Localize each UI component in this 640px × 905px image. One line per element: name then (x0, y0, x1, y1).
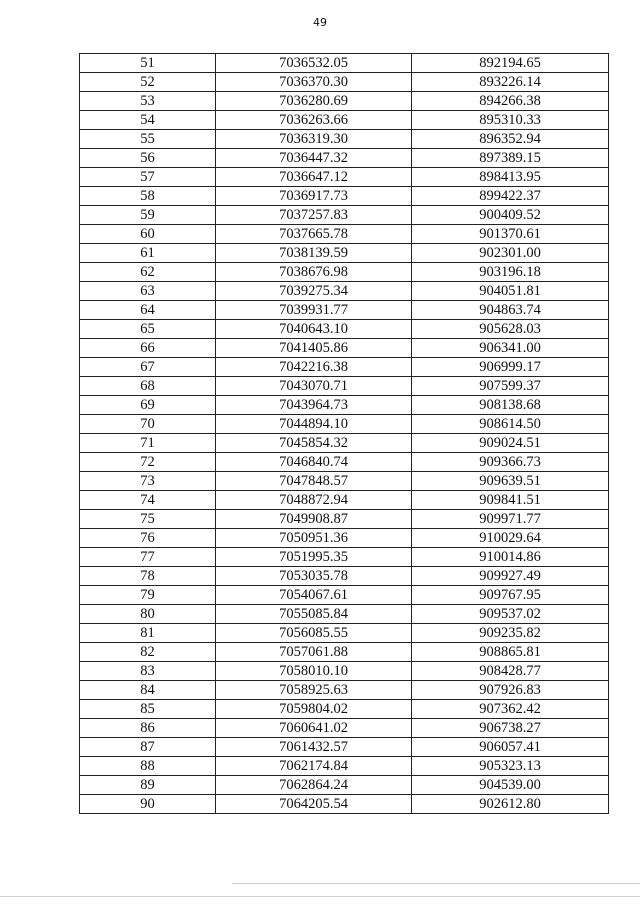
point-number-cell: 52 (80, 73, 216, 92)
x-coordinate-cell: 7046840.74 (216, 453, 412, 472)
table-row (80, 605, 609, 624)
y-coordinate-cell: 904539.00 (412, 776, 609, 795)
y-coordinate-cell: 892194.65 (412, 54, 609, 73)
y-coordinate-cell: 909927.49 (412, 567, 609, 586)
table-row (80, 358, 609, 377)
point-number-cell: 64 (80, 301, 216, 320)
point-number-cell: 76 (80, 529, 216, 548)
table-row (80, 624, 609, 643)
y-coordinate-cell: 898413.95 (412, 168, 609, 187)
x-coordinate-cell: 7036280.69 (216, 92, 412, 111)
x-coordinate-cell: 7045854.32 (216, 434, 412, 453)
y-coordinate-cell: 906341.00 (412, 339, 609, 358)
table-row (80, 396, 609, 415)
point-number-cell: 77 (80, 548, 216, 567)
y-coordinate-cell: 909841.51 (412, 491, 609, 510)
y-coordinate-cell: 896352.94 (412, 130, 609, 149)
table-row (80, 130, 609, 149)
x-coordinate-cell: 7036647.12 (216, 168, 412, 187)
table-row (80, 510, 609, 529)
y-coordinate-cell: 908614.50 (412, 415, 609, 434)
y-coordinate-cell: 894266.38 (412, 92, 609, 111)
x-coordinate-cell: 7060641.02 (216, 719, 412, 738)
x-coordinate-cell: 7036532.05 (216, 54, 412, 73)
point-number-cell: 85 (80, 700, 216, 719)
y-coordinate-cell: 902301.00 (412, 244, 609, 263)
x-coordinate-cell: 7051995.35 (216, 548, 412, 567)
y-coordinate-cell: 909971.77 (412, 510, 609, 529)
point-number-cell: 71 (80, 434, 216, 453)
table-row (80, 643, 609, 662)
point-number-cell: 58 (80, 187, 216, 206)
point-number-cell: 88 (80, 757, 216, 776)
x-coordinate-cell: 7041405.86 (216, 339, 412, 358)
point-number-cell: 66 (80, 339, 216, 358)
point-number-cell: 81 (80, 624, 216, 643)
x-coordinate-cell: 7036370.30 (216, 73, 412, 92)
table-row (80, 206, 609, 225)
table-row (80, 738, 609, 757)
table-row (80, 168, 609, 187)
table-row (80, 662, 609, 681)
table-row (80, 700, 609, 719)
y-coordinate-cell: 909537.02 (412, 605, 609, 624)
table-row (80, 453, 609, 472)
x-coordinate-cell: 7053035.78 (216, 567, 412, 586)
point-number-cell: 54 (80, 111, 216, 130)
point-number-cell: 74 (80, 491, 216, 510)
point-number-cell: 90 (80, 795, 216, 814)
x-coordinate-cell: 7056085.55 (216, 624, 412, 643)
y-coordinate-cell: 902612.80 (412, 795, 609, 814)
x-coordinate-cell: 7040643.10 (216, 320, 412, 339)
y-coordinate-cell: 908865.81 (412, 643, 609, 662)
y-coordinate-cell: 899422.37 (412, 187, 609, 206)
x-coordinate-cell: 7039275.34 (216, 282, 412, 301)
x-coordinate-cell: 7055085.84 (216, 605, 412, 624)
point-number-cell: 70 (80, 415, 216, 434)
point-number-cell: 84 (80, 681, 216, 700)
table-row (80, 377, 609, 396)
y-coordinate-cell: 910014.86 (412, 548, 609, 567)
table-row (80, 529, 609, 548)
table-row (80, 263, 609, 282)
x-coordinate-cell: 7058925.63 (216, 681, 412, 700)
y-coordinate-cell: 909235.82 (412, 624, 609, 643)
point-number-cell: 60 (80, 225, 216, 244)
point-number-cell: 61 (80, 244, 216, 263)
table-row (80, 415, 609, 434)
x-coordinate-cell: 7037665.78 (216, 225, 412, 244)
x-coordinate-cell: 7062174.84 (216, 757, 412, 776)
y-coordinate-cell: 908138.68 (412, 396, 609, 415)
x-coordinate-cell: 7057061.88 (216, 643, 412, 662)
point-number-cell: 78 (80, 567, 216, 586)
point-number-cell: 79 (80, 586, 216, 605)
y-coordinate-cell: 907926.83 (412, 681, 609, 700)
table-row (80, 111, 609, 130)
x-coordinate-cell: 7037257.83 (216, 206, 412, 225)
x-coordinate-cell: 7039931.77 (216, 301, 412, 320)
point-number-cell: 75 (80, 510, 216, 529)
x-coordinate-cell: 7042216.38 (216, 358, 412, 377)
scan-bottom-line (0, 896, 640, 897)
y-coordinate-cell: 910029.64 (412, 529, 609, 548)
table-row (80, 92, 609, 111)
point-number-cell: 69 (80, 396, 216, 415)
x-coordinate-cell: 7036263.66 (216, 111, 412, 130)
point-number-cell: 55 (80, 130, 216, 149)
table-row (80, 149, 609, 168)
x-coordinate-cell: 7047848.57 (216, 472, 412, 491)
x-coordinate-cell: 7043070.71 (216, 377, 412, 396)
scan-edge-line (232, 883, 640, 884)
y-coordinate-cell: 906057.41 (412, 738, 609, 757)
table-row (80, 320, 609, 339)
x-coordinate-cell: 7036319.30 (216, 130, 412, 149)
y-coordinate-cell: 897389.15 (412, 149, 609, 168)
coordinates-table (79, 53, 609, 814)
point-number-cell: 51 (80, 54, 216, 73)
table-row (80, 776, 609, 795)
x-coordinate-cell: 7061432.57 (216, 738, 412, 757)
y-coordinate-cell: 908428.77 (412, 662, 609, 681)
x-coordinate-cell: 7044894.10 (216, 415, 412, 434)
y-coordinate-cell: 904051.81 (412, 282, 609, 301)
table-row (80, 491, 609, 510)
page-number: 49 (313, 16, 327, 29)
coordinates-table-body (80, 54, 609, 814)
table-row (80, 719, 609, 738)
y-coordinate-cell: 909767.95 (412, 586, 609, 605)
table-row (80, 54, 609, 73)
x-coordinate-cell: 7062864.24 (216, 776, 412, 795)
y-coordinate-cell: 906738.27 (412, 719, 609, 738)
point-number-cell: 89 (80, 776, 216, 795)
point-number-cell: 59 (80, 206, 216, 225)
x-coordinate-cell: 7048872.94 (216, 491, 412, 510)
table-row (80, 567, 609, 586)
point-number-cell: 83 (80, 662, 216, 681)
x-coordinate-cell: 7038139.59 (216, 244, 412, 263)
point-number-cell: 80 (80, 605, 216, 624)
point-number-cell: 53 (80, 92, 216, 111)
table-row (80, 548, 609, 567)
x-coordinate-cell: 7038676.98 (216, 263, 412, 282)
point-number-cell: 65 (80, 320, 216, 339)
point-number-cell: 82 (80, 643, 216, 662)
table-row (80, 757, 609, 776)
table-row (80, 187, 609, 206)
table-row (80, 225, 609, 244)
table-row (80, 434, 609, 453)
x-coordinate-cell: 7050951.36 (216, 529, 412, 548)
y-coordinate-cell: 907362.42 (412, 700, 609, 719)
x-coordinate-cell: 7036917.73 (216, 187, 412, 206)
x-coordinate-cell: 7043964.73 (216, 396, 412, 415)
point-number-cell: 87 (80, 738, 216, 757)
table-row (80, 586, 609, 605)
y-coordinate-cell: 909639.51 (412, 472, 609, 491)
table-row (80, 681, 609, 700)
point-number-cell: 67 (80, 358, 216, 377)
point-number-cell: 86 (80, 719, 216, 738)
y-coordinate-cell: 909024.51 (412, 434, 609, 453)
table-row (80, 301, 609, 320)
y-coordinate-cell: 907599.37 (412, 377, 609, 396)
y-coordinate-cell: 900409.52 (412, 206, 609, 225)
table-row (80, 472, 609, 491)
point-number-cell: 57 (80, 168, 216, 187)
x-coordinate-cell: 7064205.54 (216, 795, 412, 814)
point-number-cell: 62 (80, 263, 216, 282)
x-coordinate-cell: 7036447.32 (216, 149, 412, 168)
y-coordinate-cell: 905323.13 (412, 757, 609, 776)
x-coordinate-cell: 7059804.02 (216, 700, 412, 719)
y-coordinate-cell: 906999.17 (412, 358, 609, 377)
table-row (80, 282, 609, 301)
x-coordinate-cell: 7049908.87 (216, 510, 412, 529)
table-row (80, 244, 609, 263)
table-row (80, 795, 609, 814)
point-number-cell: 68 (80, 377, 216, 396)
y-coordinate-cell: 895310.33 (412, 111, 609, 130)
x-coordinate-cell: 7058010.10 (216, 662, 412, 681)
y-coordinate-cell: 909366.73 (412, 453, 609, 472)
table-row (80, 73, 609, 92)
y-coordinate-cell: 901370.61 (412, 225, 609, 244)
point-number-cell: 63 (80, 282, 216, 301)
point-number-cell: 72 (80, 453, 216, 472)
y-coordinate-cell: 903196.18 (412, 263, 609, 282)
y-coordinate-cell: 904863.74 (412, 301, 609, 320)
y-coordinate-cell: 905628.03 (412, 320, 609, 339)
point-number-cell: 73 (80, 472, 216, 491)
point-number-cell: 56 (80, 149, 216, 168)
x-coordinate-cell: 7054067.61 (216, 586, 412, 605)
table-row (80, 339, 609, 358)
y-coordinate-cell: 893226.14 (412, 73, 609, 92)
